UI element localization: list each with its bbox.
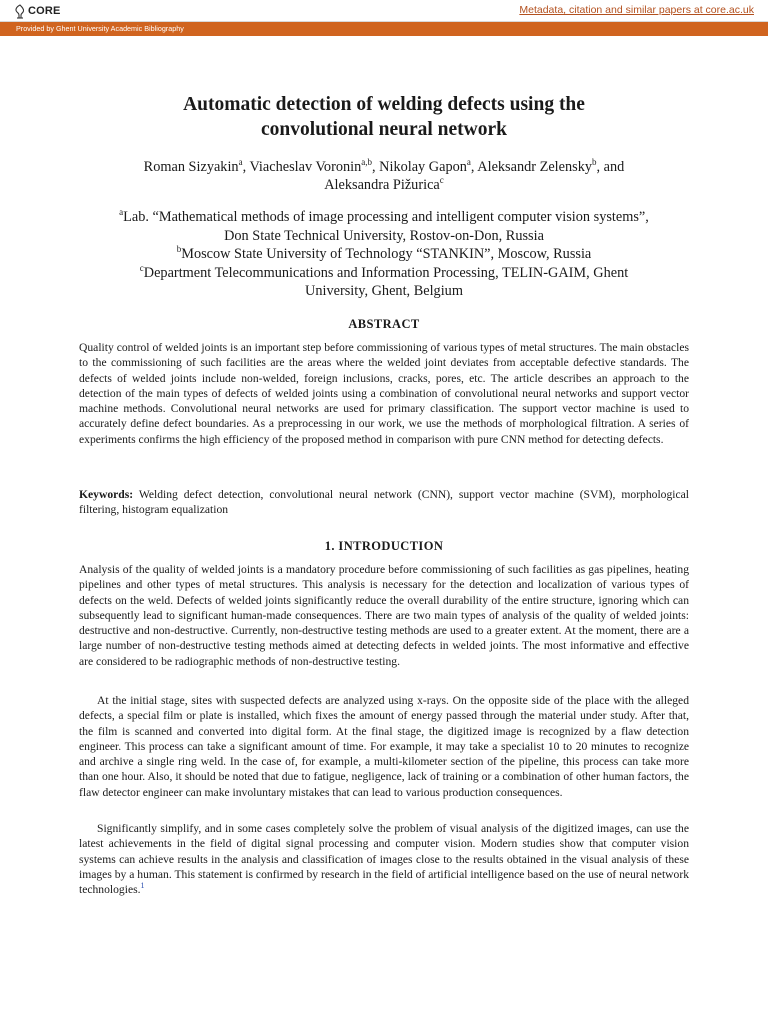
- affiliation-a-line-2: Don State Technical University, Rostov-on-Don, Russia: [224, 227, 544, 244]
- author-name: , Viacheslav Voronin: [242, 159, 362, 175]
- introduction-heading: 1. INTRODUCTION: [324, 539, 444, 553]
- author-affil-mark: a: [238, 157, 243, 168]
- footnote-reference-link[interactable]: 1: [140, 881, 145, 891]
- affiliation-list: [79, 208, 689, 301]
- affil-mark: b: [176, 244, 182, 255]
- intro-paragraph-1: Analysis of the quality of welded joints is a mandatory procedure before commissioning of such facilities as gas pipelines, heating pipelines and other types of metal structures. This analysis is necessary for the detection and localization of various types of defects on the weld. Defects of welded joints significantly reduce the overall durability of the entire structure, ignoring which can subsequently lead to significant human-made consequences. There are two main types of analysis of the quality of welded joints: destructive and non-destructive. Currently, non-destructive testing methods are used to a greater extent. At the moment, there are a large number of non-destructive testing methods aimed at detecting defects in welded joints. The most informative and effective are considered to be radiographic methods of non-destructive testing.: [79, 563, 689, 668]
- author-name: Roman Sizyakin: [143, 159, 239, 175]
- provider-bar: [0, 22, 768, 36]
- author-affil-mark: a,b: [361, 157, 372, 168]
- authors-line-1: [79, 158, 689, 176]
- core-logo[interactable]: [14, 3, 61, 19]
- affiliation-b: [79, 245, 689, 264]
- abstract-heading: ABSTRACT: [348, 317, 420, 331]
- affiliation-c-line-1: [79, 264, 689, 283]
- title-line-1: Automatic detection of welding defects using the: [183, 94, 585, 115]
- title-line-2: convolutional neural network: [261, 119, 507, 140]
- core-logo-icon: [14, 4, 26, 19]
- affil-text: Moscow State University of Technology “STANKIN”, Moscow, Russia: [181, 246, 592, 262]
- intro-paragraph-2: At the initial stage, sites with suspected defects are analyzed using x-rays. On the opposite side of the place with the alleged defects, a special film or plate is installed, which fixes the amount of energy passed through the material under study. After that, the film is scanned and converted into digital form. At the final stage, the digitized image is recognized by a flaw detection engineer. This process can take a significant amount of time. For example, it may take a specialist 10 to 20 minutes to recognize and archive a single ring weld. In the case of, for example, a multi-kilometer section of the pipeline, this process can take more than one hour. Also, it should be noted that due to fatigue, negligence, lack of training or a combination of other human factors, the flaw detector engineer can make involuntary mistakes that can lead to various production consequences.: [79, 694, 689, 799]
- affiliation-c-line-2: University, Ghent, Belgium: [305, 283, 463, 299]
- keywords-text: Welding defect detection, convolutional neural network (CNN), support vector machine (SVM), morphological filtering, histogram equalization: [79, 488, 689, 517]
- affil-mark: c: [139, 262, 144, 273]
- affil-text: Lab. “Mathematical methods of image processing and intelligent computer vision systems”,: [123, 209, 649, 225]
- keywords-label: Keywords:: [79, 488, 134, 501]
- keywords-block: [79, 487, 689, 518]
- paper-title: [79, 92, 689, 142]
- affil-mark: a: [119, 207, 124, 218]
- author-affil-mark: a: [466, 157, 471, 168]
- author-affil-mark: c: [439, 175, 444, 186]
- affil-text: Department Telecommunications and Information Processing, TELIN-GAIM, Ghent: [143, 264, 629, 281]
- core-logo-text: CORE: [28, 5, 61, 17]
- core-metadata-link[interactable]: Metadata, citation and similar papers at core.ac.uk: [519, 4, 754, 16]
- affiliation-a-line-1: [79, 208, 689, 227]
- abstract-body: Quality control of welded joints is an important step before commissioning of various types of metal structures. The main obstacles to the commissioning of such facilities are the areas where the welded joint deviates from acceptable defective standards. The defects of welded joints include non-welded, foreign inclusions, cracks, pores, etc. The article describes an approach to the detection of the main types of defects of welded joints using a combination of convolutional neural networks and support vector machine methods. Convolutional neural networks are used for primary classification. The support vector machine is used to accurately define defect boundaries. As a preprocessing in our work, we use the methods of morphological filtration. A series of experiments confirms the high efficiency of the proposed method in comparison with pure CNN method for detecting defects.: [79, 341, 689, 446]
- author-name: , Nikolay Gapon: [372, 159, 467, 175]
- core-header-bar: [0, 0, 768, 22]
- author-list: [79, 158, 689, 194]
- author-affil-mark: b: [592, 157, 597, 168]
- authors-line-2: [79, 176, 689, 194]
- author-conjunction: , and: [596, 159, 625, 175]
- intro-paragraph-3: [79, 821, 689, 897]
- author-name: Aleksandra Pižurica: [324, 177, 440, 193]
- author-name: , Aleksandr Zelensky: [470, 159, 593, 175]
- intro-paragraph-3-text: Significantly simplify, and in some cases completely solve the problem of visual analysis of the digitized images, can use the latest achievements in the field of digital signal processing and computer vision. Modern studies show that computer vision systems can achieve results in the analysis and classification of images close to the results obtained in the visual analysis of these images by a human. This statement is confirmed by research in the field of artificial intelligence based on the use of neural network technologies.: [79, 822, 689, 897]
- provider-text: Provided by Ghent University Academic Bibliography: [16, 24, 184, 33]
